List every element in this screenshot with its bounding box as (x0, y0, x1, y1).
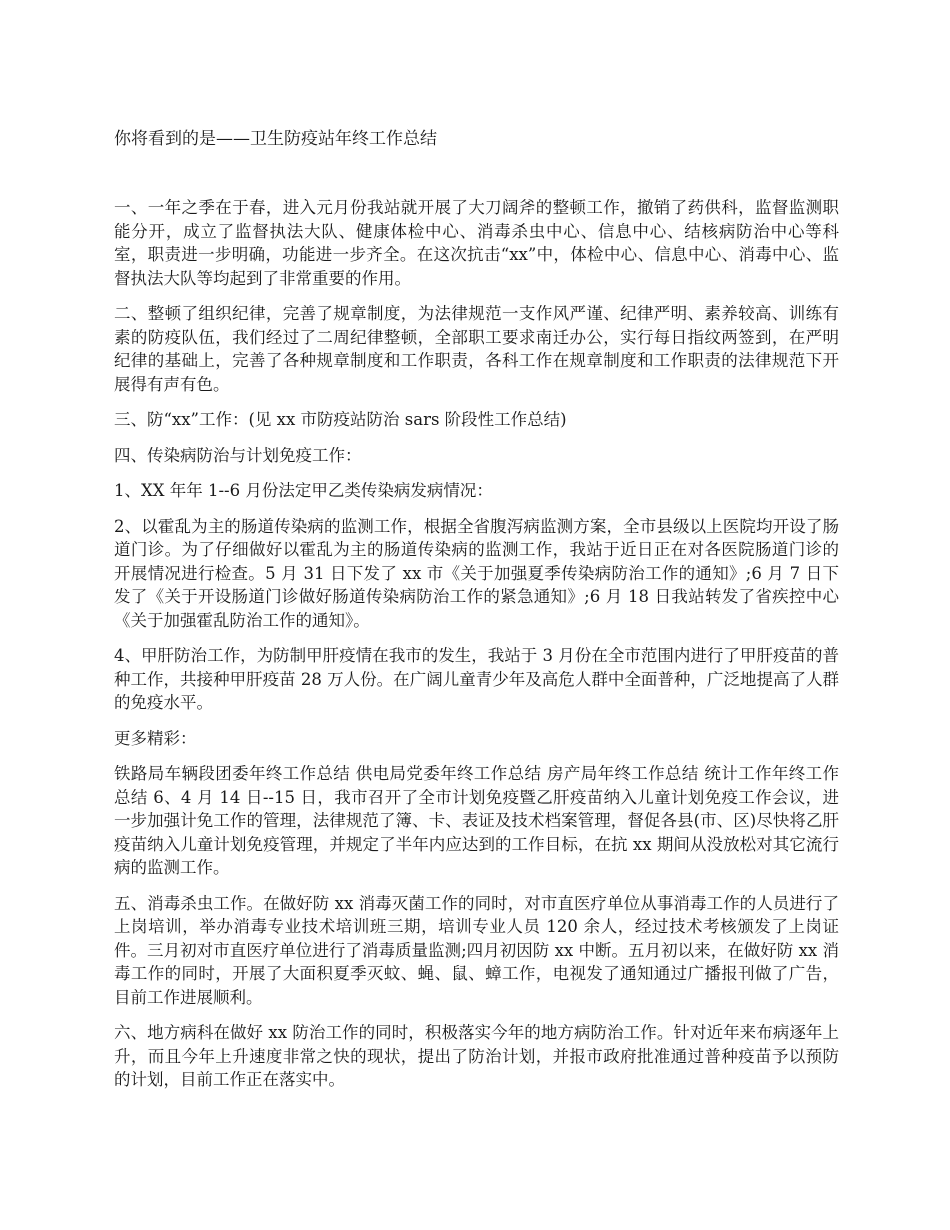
paragraph-section-4-heading: 四、传染病防治与计划免疫工作： (114, 445, 362, 465)
paragraph-item-2: 2、以霍乱为主的肠道传染病的监测工作，根据全省腹泻病监测方案，全市县级以上医院均开设了肠道门诊。为了仔细做好以霍乱为主的肠道传染病的监测工作，我站于近日正在对各医院肠道门诊的开展情况进行检查。5 月 31 日下发了 xx 市《关于加强夏季传染病防治工作的通知》;6 月 7 日下发了《关于开设肠道门诊做好肠道传染病防治工作的紧急通知》;6 月 18 日我站转发了省疾控中心《关于加强霍乱防治工作的通知》。 (114, 516, 839, 630)
paragraph-item-1: 1、XX 年年 1--6 月份法定甲乙类传染病发病情况： (114, 481, 493, 500)
paragraph-related-and-item-6: 铁路局车辆段团委年终工作总结 供电局党委年终工作总结 房产局年终工作总结 统计工作年终工作总结 6、4 月 14 日--15 日，我市召开了全市计划免疫暨乙肝疫苗纳入儿童计划免疫工作会议，进一步加强计免工作的管理，法律规范了簿、卡、表证及技术档案管理，督促各县(市、区)尽快将乙肝疫苗纳入儿童计划免疫管理，并规定了半年内应达到的工作目标，在抗 xx 期间从没放松对其它流行病的监测工作。 (114, 764, 839, 877)
paragraph-section-5: 五、消毒杀虫工作。在做好防 xx 消毒灭菌工作的同时，对市直医疗单位从事消毒工作的人员进行了上岗培训，举办消毒专业技术培训班三期，培训专业人员 120 余人，经过技术考核颁发了上岗证件。三月初对市直医疗单位进行了消毒质量监测;四月初因防 xx 中断。五月初以来，在做好防 xx 消毒工作的同时，开展了大面积夏季灭蚊、蝇、鼠、蟑工作，电视发了通知通过广播报刊做了广告，目前工作进展顺利。 (114, 893, 839, 1007)
paragraph-section-6: 六、地方病科在做好 xx 防治工作的同时，积极落实今年的地方病防治工作。针对近年来布病逐年上升，而且今年上升速度非常之快的现状，提出了防治计划，并报市政府批准通过普种疫苗予以预防的计划，目前工作正在落实中。 (114, 1023, 839, 1089)
paragraph-more-label: 更多精彩： (114, 728, 197, 748)
paragraph-section-1: 一、一年之季在于春，进入元月份我站就开展了大刀阔斧的整顿工作，撤销了药供科，监督监测职能分开，成立了监督执法大队、健康体检中心、消毒杀虫中心、信息中心、结核病防治中心等科室，职责进一步明确，功能进一步齐全。在这次抗击“xx”中，体检中心、信息中心、消毒中心、监督执法大队等均起到了非常重要的作用。 (114, 198, 839, 288)
paragraph-item-4: 4、甲肝防治工作，为防制甲肝疫情在我市的发生，我站于 3 月份在全市范围内进行了甲肝疫苗的普种工作，共接种甲肝疫苗 28 万人份。在广阔儿童青少年及高危人群中全面普种，广泛地提高了人群的免疫水平。 (114, 646, 839, 712)
paragraph-section-2: 二、整顿了组织纪律，完善了规章制度，为法律规范一支作风严谨、纪律严明、素养较高、训练有素的防疫队伍，我们经过了二周纪律整顿，全部职工要求南迁办公，实行每日指纹两签到，在严明纪律的基础上，完善了各种规章制度和工作职责，各科工作在规章制度和工作职责的法律规范下开展得有声有色。 (114, 304, 839, 394)
document-body (114, 196, 839, 1104)
document-title: 你将看到的是——卫生防疫站年终工作总结 (114, 129, 437, 149)
paragraph-section-3: 三、防“xx”工作：(见 xx 市防疫站防治 sars 阶段性工作总结) (114, 410, 567, 429)
